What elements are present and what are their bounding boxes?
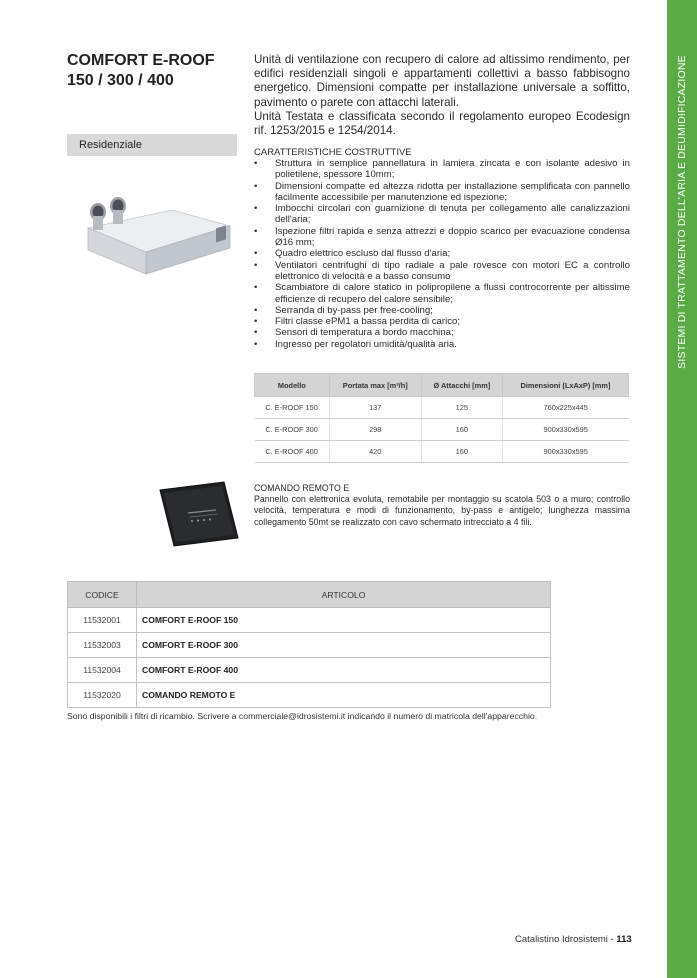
bullet-icon: •	[254, 158, 258, 169]
article-code: 11532003	[68, 633, 137, 658]
article-name: COMFORT E-ROOF 150	[137, 608, 551, 633]
feature-item	[254, 260, 630, 283]
spec-cell: 298	[329, 419, 421, 441]
spare-filters-note: Sono disponibili i filtri di ricambio. Scrivere a commerciale@idrosistemi.it indicando il numero di matricola dell'apparecchio.	[67, 711, 538, 721]
features-title: CARATTERISTICHE COSTRUTTIVE	[254, 147, 412, 158]
bullet-icon: •	[254, 282, 258, 294]
feature-text: Quadro elettrico escluso dal flusso d'aria;	[275, 248, 451, 260]
article-name: COMFORT E-ROOF 300	[137, 633, 551, 658]
feature-text: Sensori di temperatura a bordo macchina;	[275, 327, 454, 339]
spec-row	[255, 419, 629, 441]
intro-paragraph: Unità Testata e classificata secondo il regolamento europeo Ecodesign rif. 1253/2015 e 1254/2014.	[254, 109, 630, 138]
product-title-line1: COMFORT E-ROOF	[67, 52, 215, 69]
spec-header-cell: Portata max [m³/h]	[329, 374, 421, 397]
spec-header-row	[255, 374, 629, 397]
spec-table	[254, 373, 629, 463]
bullet-icon: •	[254, 259, 258, 271]
product-description	[254, 53, 630, 138]
spec-row	[255, 441, 629, 463]
remote-control-panel-illustration	[158, 480, 242, 548]
feature-item	[254, 305, 630, 316]
article-name: COMANDO REMOTO E	[137, 683, 551, 708]
bullet-icon: •	[254, 327, 258, 339]
table-row	[68, 658, 551, 683]
spec-cell: 900x330x595	[502, 441, 628, 463]
sidebar-label: SISTEMI DI TRATTAMENTO DELL'ARIA E DEUMIDIFICAZIONE	[676, 55, 688, 369]
spec-cell: C. E-ROOF 150	[255, 397, 330, 419]
feature-text: Ingresso per regolatori umidità/qualità aria.	[275, 338, 457, 350]
articles-table	[67, 581, 551, 708]
spec-header-cell: Ø Attacchi [mm]	[421, 374, 502, 397]
spec-cell: C. E-ROOF 400	[255, 441, 330, 463]
remote-title: COMANDO REMOTO E	[254, 483, 350, 493]
bullet-icon: •	[254, 316, 258, 328]
spec-header-cell: Modello	[255, 374, 330, 397]
spec-cell: 137	[329, 397, 421, 419]
feature-item	[254, 282, 630, 305]
remote-description: Pannello con elettronica evoluta, remotabile per montaggio su scatola 503 o a muro; controllo velocità, temperatura e modi di funzionamento, by-pass e antigelo; lunghezza massima collegamento 50mt se realizzato con cavo schermato intrecciato a 4 fili.	[254, 494, 630, 527]
feature-item	[254, 158, 630, 181]
feature-item	[254, 248, 630, 259]
feature-item	[254, 226, 630, 249]
articles-header-article: ARTICOLO	[137, 582, 551, 608]
bullet-icon: •	[254, 203, 258, 215]
feature-text: Filtri classe ePM1 a bassa perdita di carico;	[275, 316, 461, 328]
feature-text: Ventilatori centrifughi di tipo radiale a pale rovesce con motori EC a controllo elettronico di velocità e a basso consumo	[275, 259, 630, 282]
sidebar-band	[667, 0, 697, 978]
spec-cell: 900x330x595	[502, 419, 628, 441]
bullet-icon: •	[254, 338, 258, 350]
feature-item	[254, 203, 630, 226]
feature-item	[254, 339, 630, 350]
feature-text: Imbocchi circolari con guarnizione di tenuta per collegamento alle canalizzazioni dell'aria;	[275, 203, 630, 226]
article-name: COMFORT E-ROOF 400	[137, 658, 551, 683]
table-row	[68, 608, 551, 633]
page-number: 113	[616, 934, 632, 945]
bullet-icon: •	[254, 304, 258, 316]
feature-text: Scambiatore di calore statico in polipropilene a flussi controcorrente per altissime efficienze di recupero del calore sensibile;	[275, 282, 630, 305]
category-badge: Residenziale	[67, 134, 237, 156]
spec-cell: 160	[421, 419, 502, 441]
feature-text: Serranda di by-pass per free-cooling;	[275, 304, 433, 316]
bullet-icon: •	[254, 248, 258, 260]
feature-text: Dimensioni compatte ed altezza ridotta per installazione semplificata con pannello facilmente accessibile per manutenzione ed ispezione;	[275, 180, 630, 203]
bullet-icon: •	[254, 225, 258, 237]
spec-cell: 760x225x445	[502, 397, 628, 419]
product-title	[67, 51, 237, 91]
article-code: 11532020	[68, 683, 137, 708]
feature-text: Struttura in semplice pannellatura in lamiera zincata e con isolante adesivo in polietilene, spessore 10mm;	[275, 158, 630, 181]
articles-header-code: CODICE	[68, 582, 137, 608]
table-row	[68, 633, 551, 658]
ventilation-unit-illustration	[80, 192, 240, 282]
intro-paragraph: Unità di ventilazione con recupero di calore ad altissimo rendimento, per edifici residenziali singoli e appartamenti collettivi a basso fabbisogno energetico. Dimensioni compatte per installazione universale a soffitto, pavimento o parete con attacchi laterali.	[254, 53, 630, 109]
spec-cell: C. E-ROOF 300	[255, 419, 330, 441]
table-row	[68, 683, 551, 708]
spec-cell: 420	[329, 441, 421, 463]
spec-header-cell: Dimensioni (LxAxP) [mm]	[502, 374, 628, 397]
product-title-line2: 150 / 300 / 400	[67, 72, 174, 89]
page-footer	[515, 934, 632, 945]
spec-row	[255, 397, 629, 419]
feature-item	[254, 327, 630, 338]
feature-item	[254, 181, 630, 204]
articles-header-row	[68, 582, 551, 608]
article-code: 11532004	[68, 658, 137, 683]
spec-cell: 125	[421, 397, 502, 419]
spec-cell: 160	[421, 441, 502, 463]
feature-text: Ispezione filtri rapida e senza attrezzi e doppio scarico per evacuazione condensa Ø16 mm;	[275, 225, 630, 249]
feature-item	[254, 316, 630, 327]
features-list	[254, 158, 630, 350]
footer-catalog: Catalistino Idrosistemi -	[515, 934, 614, 945]
bullet-icon: •	[254, 180, 258, 192]
article-code: 11532001	[68, 608, 137, 633]
